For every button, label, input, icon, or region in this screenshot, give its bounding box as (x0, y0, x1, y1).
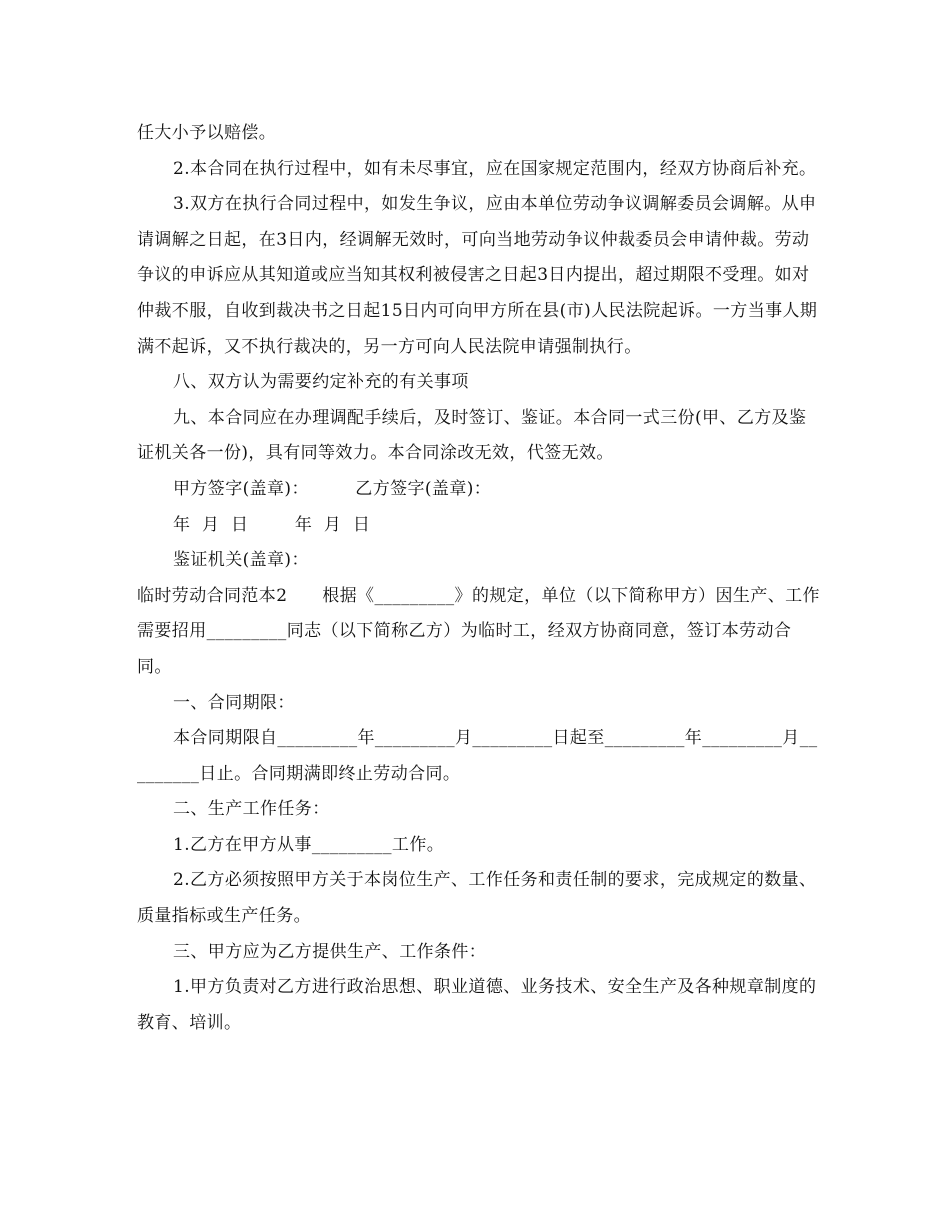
certification-line: 鉴证机关(盖章)： (173, 550, 309, 571)
document-body (137, 116, 823, 1041)
heading-contract-term: 一、合同期限： (173, 692, 295, 713)
heading-section-8: 八、双方认为需要约定补充的有关事项 (173, 372, 469, 393)
paragraph-task-1: 1.乙方在甲方从事_________工作。 (173, 834, 445, 855)
date-line: 年 月 日 年 月 日 (173, 514, 371, 535)
paragraph-template-2-intro: 临时劳动合同范本2 根据《_________》的规定，单位（以下简称甲方）因生产、工作需要招用_________同志（以下简称乙方）为临时工，经双方协商同意，签订本劳动合同。 (137, 585, 820, 677)
paragraph-clause-3: 3.双方在执行合同过程中，如发生争议，应由本单位劳动争议调解委员会调解。从申请调解之日起，在3日内，经调解无效时，可向当地劳动争议仲裁委员会申请仲裁。劳动争议的申诉应从其知道或应当知其权利被侵害之日起3日内提出，超过期限不受理。如对仲裁不服，自收到裁决书之日起15日内可向甲方所在县(市)人民法院起诉。一方当事人期满不起诉，又不执行裁决的，另一方可向人民法院申请强制执行。 (137, 194, 818, 357)
paragraph-compensation-tail: 任大小予以赔偿。 (137, 123, 277, 143)
paragraph-task-2: 2.乙方必须按照甲方关于本岗位生产、工作任务和责任制的要求，完成规定的数量、质量指标或生产任务。 (137, 870, 817, 927)
heading-production-tasks: 二、生产工作任务： (173, 799, 330, 820)
paragraph-clause-2: 2.本合同在执行过程中，如有未尽事宜，应在国家规定范围内，经双方协商后补充。 (173, 158, 817, 179)
paragraph-contract-term: 本合同期限自_________年_________月_________日起至_________年_________月_________日止。合同期满即终止劳动合同。 (137, 728, 818, 784)
heading-work-conditions: 三、甲方应为乙方提供生产、工作条件： (173, 941, 487, 962)
signature-line: 甲方签字(盖章)： 乙方签字(盖章)： (173, 478, 492, 499)
paragraph-condition-1: 1.甲方负责对乙方进行政治思想、职业道德、业务技术、安全生产及各种规章制度的教育、培训。 (137, 977, 817, 1033)
paragraph-section-9: 九、本合同应在办理调配手续后，及时签订、鉴证。本合同一式三份(甲、乙方及鉴证机关各一份)，具有同等效力。本合同涂改无效，代签无效。 (137, 407, 807, 464)
